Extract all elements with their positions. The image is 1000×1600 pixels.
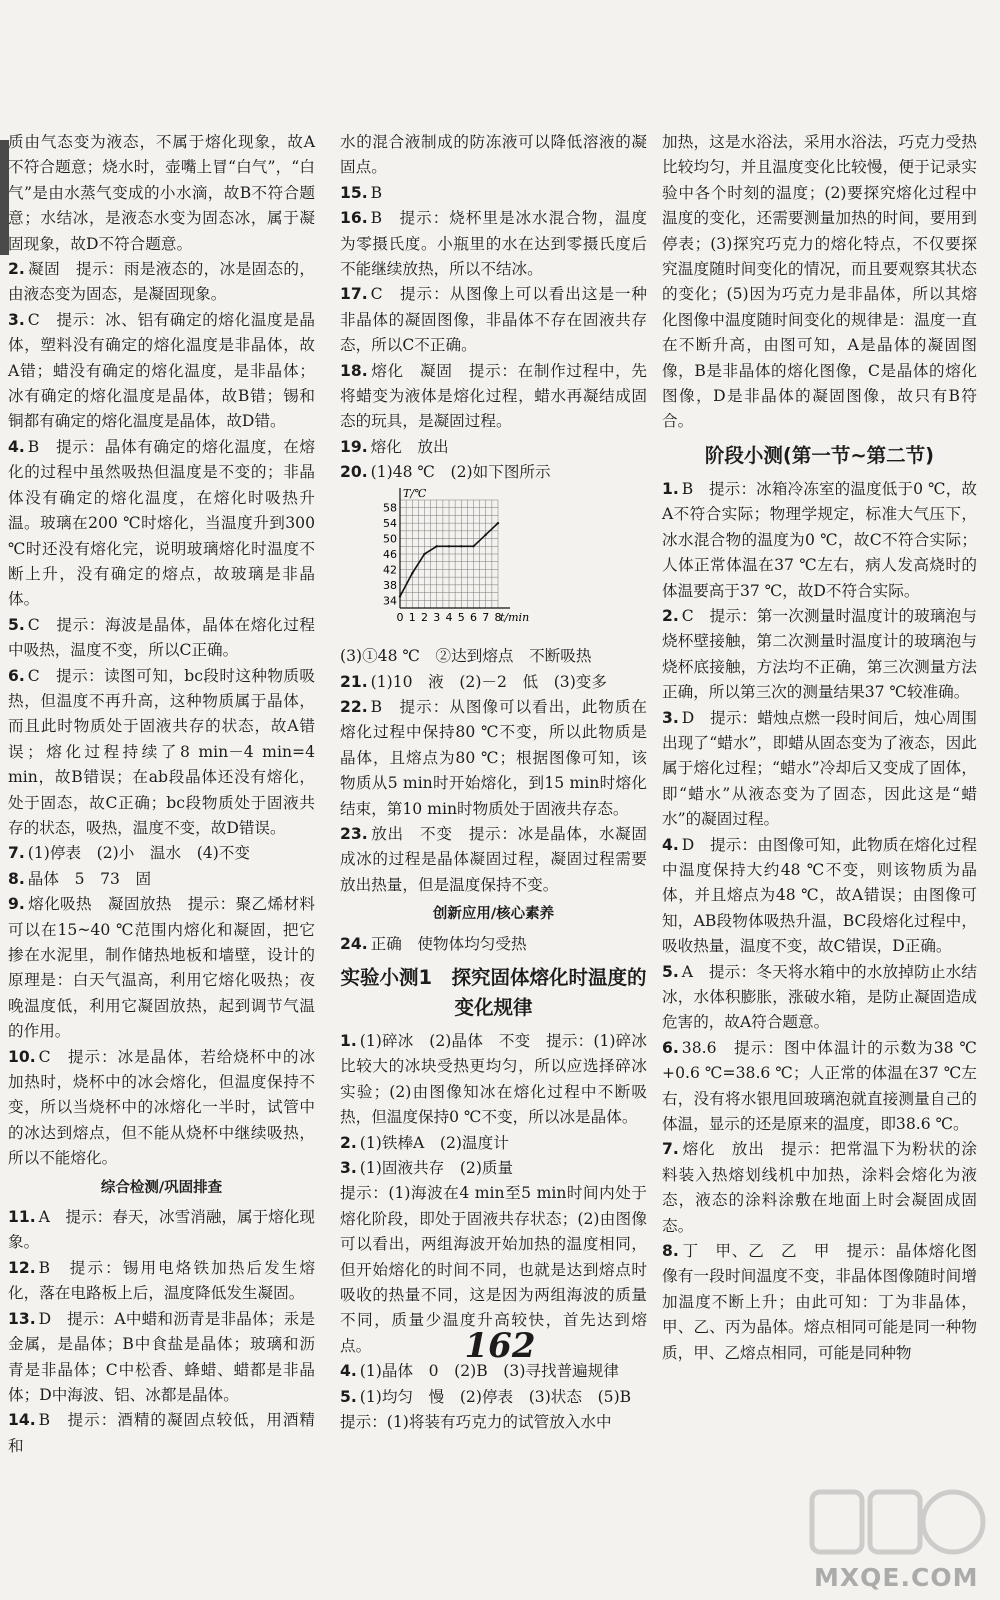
answer-item bbox=[8, 1045, 315, 1172]
answer-item bbox=[340, 1410, 647, 1435]
question-number: 2. bbox=[340, 1133, 357, 1152]
temperature-time-graph bbox=[370, 486, 530, 636]
answer-item bbox=[8, 1307, 315, 1409]
column-left bbox=[8, 130, 315, 1459]
x-tick-label: 7 bbox=[482, 610, 490, 624]
question-number: 7. bbox=[662, 1140, 679, 1159]
answer-text: (1)48 ℃ (2)如下图所示 bbox=[370, 463, 551, 482]
answer-item bbox=[340, 1029, 647, 1131]
y-tick-label: 42 bbox=[383, 563, 397, 577]
column-middle-top bbox=[340, 130, 647, 486]
question-number: 12. bbox=[8, 1258, 36, 1277]
answer-item bbox=[662, 1239, 977, 1366]
x-tick-label: 6 bbox=[470, 610, 477, 624]
answer-text: B 提示：从图像可以看出，此物质在熔化过程中保持80 ℃不变，所以此物质是晶体，且熔点为80 ℃；根据图像可知，该物质从5 min时开始熔化，到15 min时熔化结束，第10 min时物质处于固液共存态。 bbox=[340, 697, 647, 818]
answer-text: 熔化 放出 提示：把常温下为粉状的涂料装入热熔划线机中加热，涂料会熔化为液态，液态的涂料涂敷在地面上时会凝固成固态。 bbox=[662, 1140, 977, 1235]
page-number: 162 bbox=[464, 1326, 536, 1366]
question-number: 5. bbox=[340, 1387, 357, 1406]
answer-text: B 提示：酒精的凝固点较低，用酒精和 bbox=[8, 1411, 315, 1455]
answer-item bbox=[662, 833, 977, 960]
question-number: 5. bbox=[8, 615, 25, 634]
answer-text: C 提示：冰、铝有确定的熔化温度是晶体，塑料没有确定的熔化温度是非晶体，故A错；蜡没有确定的熔化温度，是非晶体；冰有确定的熔化温度是晶体，故B错；锡和铜都有确定的熔化温度是晶体，故D错。 bbox=[8, 310, 315, 431]
column-middle-bottom bbox=[340, 644, 647, 1435]
data-point bbox=[436, 545, 438, 547]
answer-item bbox=[8, 1256, 315, 1307]
answer-item bbox=[340, 644, 647, 669]
answer-text: (1)均匀 慢 (2)停表 (3)状态 (5)B bbox=[359, 1387, 632, 1406]
x-tick-label: 8 bbox=[494, 610, 502, 624]
answer-text: 提示：(1)海波在4 min至5 min时间内处于熔化阶段，即处于固液共存状态；(2)由图像可以看出，两组海波开始加热的温度相同，但开始熔化的时间不同，也就是达到熔点时吸收的热量不同，这是因为两组海波的质量不同，质量少温度升高较快，首先达到熔点。 bbox=[340, 1184, 647, 1355]
answer-item bbox=[8, 435, 315, 613]
data-point bbox=[472, 545, 474, 547]
answer-item bbox=[340, 932, 647, 957]
watermark-text: MXQE.COM bbox=[814, 1563, 979, 1592]
answer-item bbox=[8, 308, 315, 435]
answer-item bbox=[340, 460, 647, 485]
answer-item bbox=[8, 841, 315, 866]
y-tick-label: 50 bbox=[383, 532, 397, 546]
x-tick-label: 3 bbox=[433, 610, 441, 624]
y-tick-label: 54 bbox=[383, 516, 397, 530]
answer-text: 丁 甲、乙 乙 甲 提示：晶体熔化图像有一段时间温度不变，非晶体图像随时间增加温度不断上升；由此可知：丁为非晶体，甲、乙、丙为晶体。熔点相同可能是同一种物质，甲、乙熔点相同，可能是同种物 bbox=[662, 1242, 977, 1362]
x-axis-label: t/min bbox=[500, 610, 530, 624]
answer-item bbox=[340, 670, 647, 695]
answer-text: D 提示：A中蜡和沥青是非晶体；汞是金属，是晶体；B中食盐是晶体；玻璃和沥青是非晶体；C中松香、蜂蜡、蜡都是非晶体；D中海波、铝、冰都是晶体。 bbox=[8, 1309, 315, 1404]
answer-text: (1)铁棒A (2)温度计 bbox=[359, 1133, 509, 1152]
answer-item bbox=[8, 257, 315, 308]
answer-text: D 提示：由图像可知，此物质在熔化过程中温度保持大约48 ℃不变，则该物质为晶体，并且熔点为48 ℃，故A错误；由图像可知，AB段物体吸热升温，BC段熔化过程中，吸收热量，温度不变，故C错误，D正确。 bbox=[662, 835, 977, 956]
y-axis-label: T/℃ bbox=[403, 486, 427, 500]
answer-item bbox=[662, 604, 977, 706]
answer-text: 38.6 提示：图中体温计的示数为38 ℃+0.6 ℃=38.6 ℃；人正常的体温在37 ℃左右，没有将水银甩回玻璃泡就直接测量自己的体温，显示的还是原来的温度，即38.6 ℃。 bbox=[662, 1038, 977, 1134]
question-number: 11. bbox=[8, 1208, 36, 1227]
answer-item bbox=[662, 960, 977, 1036]
data-point bbox=[497, 522, 499, 524]
answer-item bbox=[340, 822, 647, 898]
question-number: 10. bbox=[8, 1047, 36, 1066]
section-title: 阶段小测(第一节~第二节) bbox=[704, 443, 935, 467]
answer-item bbox=[340, 359, 647, 435]
answer-item bbox=[8, 664, 315, 842]
question-number: 19. bbox=[340, 437, 368, 456]
answer-text: (1)停表 (2)小 温水 (4)不变 bbox=[27, 844, 250, 863]
answer-text: C 提示：从图像上可以看出这是一种非晶体的凝固图像，非晶体不存在固液共存态，所以C不正确。 bbox=[340, 285, 647, 355]
answer-text: B 提示：锡用电烙铁加热后发生熔化，落在电路板上后，温度降低发生凝固。 bbox=[8, 1258, 315, 1303]
answer-text: (1)10 液 (2)－2 低 (3)变多 bbox=[370, 672, 607, 691]
answer-item bbox=[662, 477, 977, 604]
data-point bbox=[460, 545, 462, 547]
question-number: 22. bbox=[340, 697, 368, 716]
answer-item bbox=[8, 1205, 315, 1256]
y-tick-label: 34 bbox=[383, 593, 397, 607]
answer-text: B bbox=[370, 183, 383, 202]
answer-item bbox=[340, 695, 647, 822]
answer-text: 放出 不变 提示：冰是晶体，水凝固成冰的过程是晶体凝固过程，凝固过程需要放出热量，但是温度保持不变。 bbox=[340, 824, 647, 894]
answer-text: 加热，这是水浴法，采用水浴法，巧克力受热比较均匀，并且温度变化比较慢，便于记录实验中各个时刻的温度；(2)要探究熔化过程中温度的变化，还需要测量加热的时间，要用到停表；(3)探究巧克力的熔化特点，不仅要探究温度随时间变化的情况，而且要观察其状态的变化；(5)因为巧克力是非晶体，所以其熔化图像中温度随时间变化的规律是：温度一直在不断升高，由图可知，A是晶体的凝固图像，B是非晶体的熔化图像，C是晶体的熔化图像，D是非晶体的凝固图像，故只有B符合。 bbox=[662, 133, 977, 431]
answer-text: 熔化 放出 bbox=[370, 437, 449, 456]
answer-text: C 提示：冰是晶体，若给烧杯中的冰加热时，烧杯中的冰会熔化，但温度保持不变，所以当烧杯中的冰熔化一半时，试管中的冰达到熔点，但不能从烧杯中继续吸热，所以不能熔化。 bbox=[8, 1047, 315, 1168]
answer-text: B 提示：烧杯里是冰水混合物，温度为零摄氏度。小瓶里的水在达到零摄氏度后不能继续放热，所以不结冰。 bbox=[340, 209, 647, 279]
question-number: 4. bbox=[340, 1362, 357, 1381]
answer-item bbox=[8, 892, 315, 1044]
question-number: 5. bbox=[662, 962, 679, 981]
answer-text: A 提示：春天，冰雪消融，属于熔化现象。 bbox=[8, 1208, 315, 1252]
answer-text: 熔化 凝固 提示：在制作过程中，先将蜡变为液体是熔化过程，蜡水再凝结成固态的玩具，是凝固过程。 bbox=[340, 361, 647, 431]
answer-item bbox=[8, 867, 315, 892]
answer-text: 晶体 5 73 固 bbox=[27, 869, 152, 888]
question-number: 4. bbox=[8, 437, 25, 456]
answer-text: C 提示：读图可知，bc段时这种物质吸热，但温度不再升高，这种物质属于晶体，而且此时物质处于固液共存的状态，故A错误；熔化过程持续了8 min－4 min=4 min，故B错误；在ab段晶体还没有熔化，处于固态，故C正确；bc段物质处于固液共存的状态，吸热，温度不变，故D错误。 bbox=[8, 666, 315, 837]
answer-item bbox=[8, 613, 315, 664]
answer-item bbox=[8, 1408, 315, 1459]
question-number: 23. bbox=[340, 824, 368, 843]
section-heading: 创新应用/核心素养 bbox=[432, 906, 555, 923]
question-number: 21. bbox=[340, 672, 368, 691]
question-number: 18. bbox=[340, 361, 368, 380]
data-point bbox=[399, 595, 401, 597]
question-number: 8. bbox=[662, 1242, 679, 1261]
section-heading: 综合检测/巩固排查 bbox=[100, 1179, 223, 1196]
y-tick-label: 46 bbox=[383, 547, 397, 561]
question-number: 2. bbox=[8, 260, 25, 279]
answer-text: 提示：(1)将装有巧克力的试管放入水中 bbox=[340, 1413, 612, 1432]
answer-text: 质由气态变为液态，不属于熔化现象，故A不符合题意；烧水时，壶嘴上冒“白气”，“白气”是由水蒸气变成的小水滴，故B不符合题意；水结冰，是液态水变为固态冰，属于凝固现象，故D不符合题意。 bbox=[8, 133, 315, 253]
data-point bbox=[411, 572, 413, 574]
question-number: 1. bbox=[340, 1031, 357, 1050]
column-right bbox=[662, 130, 977, 1366]
y-tick-label: 38 bbox=[383, 578, 397, 592]
question-number: 3. bbox=[662, 708, 679, 727]
answer-text: B 提示：冰箱冷冻室的温度低于0 ℃，故A不符合实际；物理学规定，标准大气压下，冰水混合物的温度为0 ℃，故C不符合实际；人体正常体温在37 ℃左右，病人发高烧时的体温要高于37 ℃，故D不符合实际。 bbox=[662, 479, 977, 600]
answer-text: (3)①48 ℃ ②达到熔点 不断吸热 bbox=[340, 647, 592, 666]
column-middle bbox=[340, 130, 647, 1435]
answer-text: 熔化吸热 凝固放热 提示：聚乙烯材料可以在15~40 ℃范围内熔化和凝固，把它掺在水泥里，制作储热地板和墙壁，设计的原理是：白天气温高，利用它熔化吸热；夜晚温度低，利用它凝固放热，起到调节气温的作用。 bbox=[8, 895, 315, 1041]
y-tick-label: 58 bbox=[383, 501, 397, 515]
temperature-chart bbox=[370, 486, 647, 644]
data-point bbox=[423, 552, 425, 554]
answer-item bbox=[662, 1137, 977, 1239]
answer-item bbox=[662, 130, 977, 435]
answer-item bbox=[340, 282, 647, 358]
question-number: 6. bbox=[662, 1038, 679, 1057]
answer-text: (1)晶体 0 (2)B (3)寻找普遍规律 bbox=[359, 1362, 619, 1381]
answer-item bbox=[340, 130, 647, 181]
x-tick-label: 2 bbox=[421, 610, 428, 624]
answer-item bbox=[340, 206, 647, 282]
question-number: 3. bbox=[8, 310, 25, 329]
question-number: 2. bbox=[662, 606, 679, 625]
answer-text: 水的混合液制成的防冻液可以降低溶液的凝固点。 bbox=[340, 133, 647, 177]
answer-item bbox=[340, 1385, 647, 1410]
question-number: 16. bbox=[340, 209, 368, 228]
question-number: 15. bbox=[340, 183, 368, 202]
answer-text: C 提示：第一次测量时温度计的玻璃泡与烧杯壁接触，第二次测量时温度计的玻璃泡与烧杯底接触，方法均不正确，第三次测量方法正确，所以第三次的测量结果37 ℃较准确。 bbox=[662, 606, 977, 702]
answer-text: D 提示：蜡烛点燃一段时间后，烛心周围出现了“蜡水”，即蜡从固态变为了液态，因此属于熔化过程；“蜡水”冷却后又变成了固体，即“蜡水”从液态变为了固态，因此这是“蜡水”的凝固过程。 bbox=[662, 708, 977, 829]
question-number: 20. bbox=[340, 463, 368, 482]
question-number: 6. bbox=[8, 666, 25, 685]
answer-text: (1)固液共存 (2)质量 bbox=[359, 1159, 514, 1177]
answer-item bbox=[340, 435, 647, 460]
answer-text: A 提示：冬天将水箱中的水放掉防止水结冰，水体积膨胀，涨破水箱，是防止凝固造成危害的，故A符合题意。 bbox=[662, 962, 977, 1032]
question-number: 17. bbox=[340, 285, 368, 304]
answer-text: B 提示：晶体有确定的熔化温度，在熔化的过程中虽然吸热但温度是不变的；非晶体没有确定的熔化温度，在熔化时吸热升温。玻璃在200 ℃时熔化，当温度升到300 ℃时还没有熔化完，说明玻璃熔化时温度不断上升，没有确定的熔点，故玻璃是非晶体。 bbox=[8, 437, 315, 609]
x-tick-label: 4 bbox=[445, 610, 453, 624]
question-number: 7. bbox=[8, 844, 25, 863]
answer-text: C 提示：海波是晶体，晶体在熔化过程中吸热，温度不变，所以C正确。 bbox=[8, 615, 315, 660]
question-number: 13. bbox=[8, 1309, 36, 1328]
question-number: 3. bbox=[340, 1159, 357, 1177]
answer-item bbox=[662, 706, 977, 833]
answer-item bbox=[8, 130, 315, 257]
question-number: 9. bbox=[8, 895, 25, 914]
question-number: 8. bbox=[8, 869, 25, 888]
question-number: 1. bbox=[662, 479, 679, 498]
x-tick-label: 0 bbox=[396, 610, 404, 624]
x-tick-label: 5 bbox=[457, 610, 465, 624]
answer-item bbox=[340, 181, 647, 206]
question-number: 4. bbox=[662, 835, 679, 854]
answer-item bbox=[340, 1131, 647, 1156]
answer-item bbox=[662, 1036, 977, 1138]
x-tick-label: 1 bbox=[408, 610, 416, 624]
data-point bbox=[448, 545, 450, 547]
data-point bbox=[485, 533, 487, 535]
question-number: 14. bbox=[8, 1411, 36, 1430]
answer-text: 凝固 提示：雨是液态的，冰是固态的，由液态变为固态，是凝固现象。 bbox=[8, 260, 315, 304]
answer-text: 正确 使物体均匀受热 bbox=[370, 934, 527, 953]
section-title: 实验小测1 探究固体熔化时温度的变化规律 bbox=[340, 965, 647, 1019]
answer-text: (1)碎冰 (2)晶体 不变 提示：(1)碎冰比较大的冰块受热更均匀，所以应选择碎冰实验；(2)由图像知冰在熔化过程中不断吸热，但温度保持0 ℃不变，所以冰是晶体。 bbox=[340, 1031, 647, 1127]
question-number: 24. bbox=[340, 934, 368, 953]
answer-item bbox=[340, 1156, 647, 1181]
